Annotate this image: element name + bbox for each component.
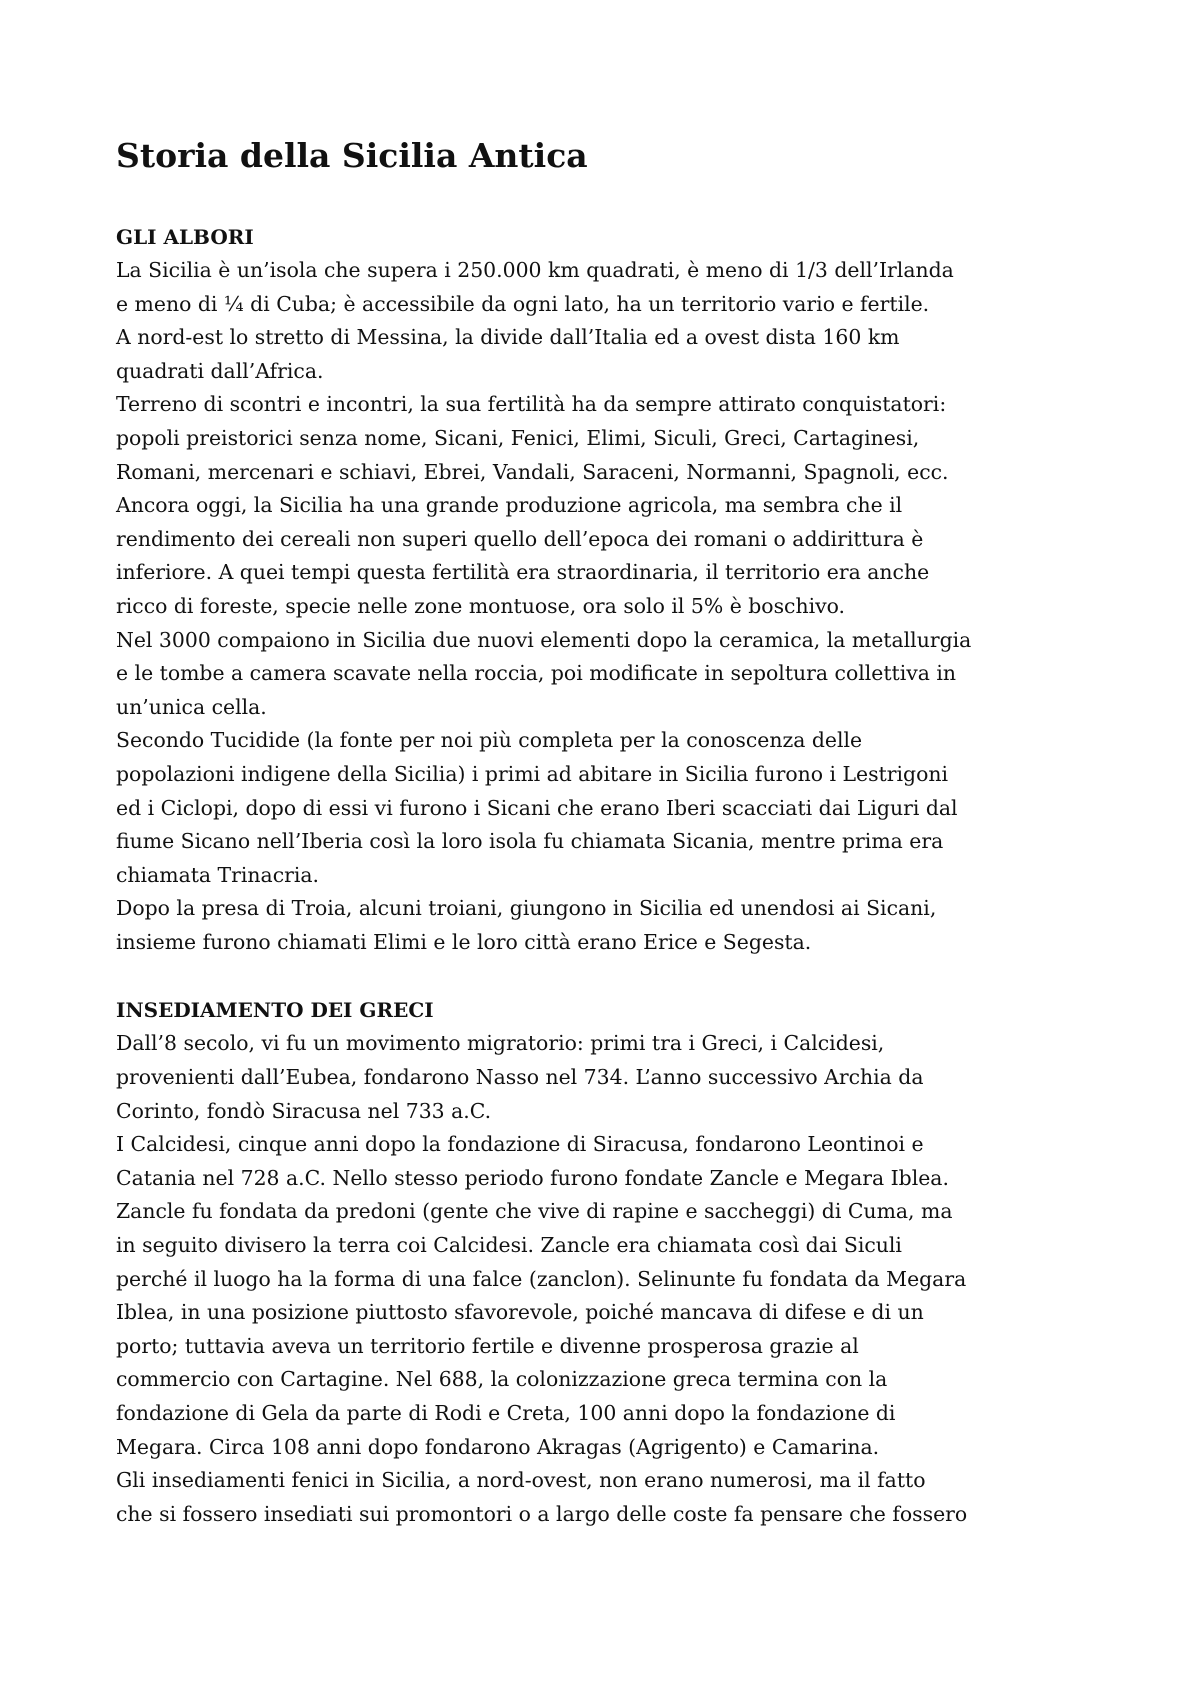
- text-line: Secondo Tucidide (la fonte per noi più completa per la conoscenza delle: [116, 728, 863, 753]
- text-line: porto; tuttavia aveva un territorio fertile e divenne prosperosa grazie al: [116, 1333, 859, 1358]
- text-line: La Sicilia è un’isola che supera i 250.000 km quadrati, è meno di 1/3 dell’Irlanda: [116, 258, 954, 282]
- text-line: Catania nel 728 a.C. Nello stesso periodo furono fondate Zancle e Megara Iblea.: [116, 1165, 949, 1190]
- section-heading: GLI ALBORI: [116, 225, 254, 249]
- text-line: ricco di foreste, specie nelle zone montuose, ora solo il 5% è boschivo.: [116, 593, 846, 618]
- text-line: un’unica cella.: [116, 694, 267, 719]
- text-line: rendimento dei cereali non superi quello dell’epoca dei romani o addirittura è: [116, 526, 924, 551]
- section-heading: INSEDIAMENTO DEI GRECI: [116, 998, 434, 1023]
- text-line: Megara. Circa 108 anni dopo fondarono Akragas (Agrigento) e Camarina.: [116, 1434, 880, 1459]
- document-title: Storia della Sicilia Antica: [116, 136, 588, 175]
- document-page: [116, 136, 1106, 1531]
- text-line: perché il luogo ha la forma di una falce (zanclon). Selinunte fu fondata da Megara: [116, 1266, 967, 1291]
- text-line: Terreno di scontri e incontri, la sua fertilità ha da sempre attirato conquistatori:: [116, 392, 947, 417]
- text-line: chiamata Trinacria.: [116, 862, 320, 887]
- section-body: [116, 254, 1106, 959]
- text-line: Ancora oggi, la Sicilia ha una grande produzione agricola, ma sembra che il: [116, 493, 903, 518]
- section-body: [116, 1027, 1106, 1531]
- text-line: insieme furono chiamati Elimi e le loro città erano Erice e Segesta.: [116, 929, 812, 954]
- text-line: fondazione di Gela da parte di Rodi e Creta, 100 anni dopo la fondazione di: [116, 1401, 896, 1425]
- text-line: ed i Ciclopi, dopo di essi vi furono i Sicani che erano Iberi scacciati dai Liguri dal: [116, 795, 958, 820]
- text-line: Romani, mercenari e schiavi, Ebrei, Vandali, Saraceni, Normanni, Spagnoli, ecc.: [116, 459, 949, 484]
- text-line: e meno di ¼ di Cuba; è accessibile da ogni lato, ha un territorio vario e fertile.: [116, 291, 930, 316]
- text-line: fiume Sicano nell’Iberia così la loro isola fu chiamata Sicania, mentre prima era: [116, 829, 944, 854]
- section-gli-albori: [116, 220, 1106, 959]
- text-line: Gli insediamenti fenici in Sicilia, a nord-ovest, non erano numerosi, ma il fatto: [116, 1468, 926, 1493]
- text-line: Nel 3000 compaiono in Sicilia due nuovi elementi dopo la ceramica, la metallurgia: [116, 627, 972, 652]
- text-line: commercio con Cartagine. Nel 688, la colonizzazione greca termina con la: [116, 1367, 888, 1392]
- text-line: popolazioni indigene della Sicilia) i primi ad abitare in Sicilia furono i Lestrigoni: [116, 761, 949, 786]
- text-line: Dall’8 secolo, vi fu un movimento migratorio: primi tra i Greci, i Calcidesi,: [116, 1031, 885, 1056]
- text-line: in seguito divisero la terra coi Calcidesi. Zancle era chiamata così dai Siculi: [116, 1233, 902, 1258]
- text-line: Corinto, fondò Siracusa nel 733 a.C.: [116, 1098, 492, 1123]
- text-line: quadrati dall’Africa.: [116, 358, 324, 383]
- text-line: Iblea, in una posizione piuttosto sfavorevole, poiché mancava di difese e di un: [116, 1300, 924, 1325]
- text-line: Zancle fu fondata da predoni (gente che vive di rapine e saccheggi) di Cuma, ma: [116, 1199, 953, 1224]
- text-line: Dopo la presa di Troia, alcuni troiani, giungono in Sicilia ed unendosi ai Sicani,: [116, 896, 937, 921]
- text-line: inferiore. A quei tempi questa fertilità era straordinaria, il territorio era anche: [116, 560, 930, 585]
- text-line: A nord-est lo stretto di Messina, la divide dall’Italia ed a ovest dista 160 km: [116, 325, 900, 350]
- text-line: provenienti dall’Eubea, fondarono Nasso nel 734. L’anno successivo Archia da: [116, 1065, 924, 1090]
- text-line: I Calcidesi, cinque anni dopo la fondazione di Siracusa, fondarono Leontinoi e: [116, 1132, 924, 1157]
- text-line: e le tombe a camera scavate nella roccia, poi modificate in sepoltura collettiva in: [116, 661, 957, 686]
- section-insediamento-dei-greci: [116, 993, 1106, 1531]
- text-line: che si fossero insediati sui promontori o a largo delle coste fa pensare che fossero: [116, 1501, 968, 1526]
- text-line: popoli preistorici senza nome, Sicani, Fenici, Elimi, Siculi, Greci, Cartaginesi,: [116, 425, 920, 450]
